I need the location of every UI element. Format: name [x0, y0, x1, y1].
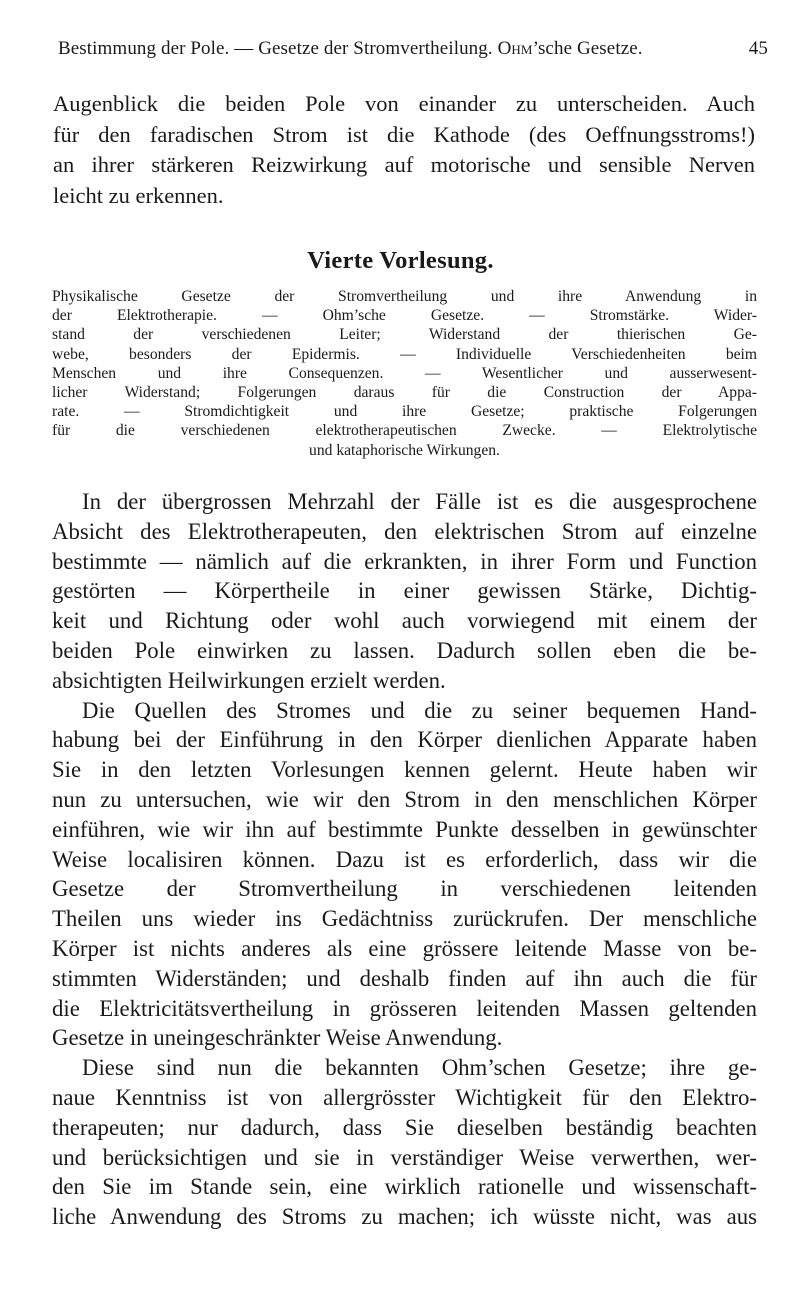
- summary-line: der Elektrotherapie. — Ohm’sche Gesetze. — Stromstärke. Wider-: [52, 307, 757, 325]
- running-title: Bestimmung der Pole. — Gesetze der Stromvertheilung. Ohm’sche Gesetze.: [58, 38, 643, 59]
- lecture-summary: [52, 287, 757, 460]
- text-line: gestörten — Körpertheile in einer gewissen Stärke, Dichtig-: [52, 578, 757, 604]
- text-line: leicht zu erkennen.: [53, 182, 224, 208]
- text-line: für den faradischen Strom ist die Kathode (des Oeffnungsstroms!): [53, 121, 755, 147]
- text-line: den Sie im Stande sein, eine wirklich rationelle und wissenschaft-: [52, 1174, 757, 1200]
- intro-paragraph: [53, 89, 755, 211]
- summary-line: Menschen und ihre Consequenzen. — Wesentlicher und ausserwesent-: [52, 364, 757, 382]
- text-line: und berücksichtigen und sie in verständiger Weise verwerthen, wer-: [52, 1144, 757, 1170]
- text-line: Sie in den letzten Vorlesungen kennen gelernt. Heute haben wir: [52, 757, 757, 783]
- text-line: Theilen uns wieder ins Gedächtniss zurückrufen. Der menschliche: [52, 906, 757, 932]
- text-line: stimmten Widerständen; und deshalb finden auf ihn auch die für: [52, 965, 757, 991]
- text-line: Die Quellen des Stromes und die zu seiner bequemen Hand-: [82, 697, 757, 723]
- text-line: therapeuten; nur dadurch, dass Sie dieselben beständig beachten: [52, 1114, 757, 1140]
- text-line: an ihrer stärkeren Reizwirkung auf motorische und sensible Nerven: [53, 152, 755, 177]
- text-line: Augenblick die beiden Pole von einander zu unterscheiden. Auch: [53, 91, 755, 116]
- text-line: habung bei der Einführung in den Körper dienlichen Apparate haben: [52, 727, 757, 753]
- summary-line: webe, besonders der Epidermis. — Individuelle Verschiedenheiten beim: [52, 345, 757, 363]
- text-line: Diese sind nun die bekannten Ohm’schen Gesetze; ihre ge-: [82, 1055, 757, 1081]
- text-line: keit und Richtung oder wohl auch vorwiegend mit einem der: [52, 608, 757, 634]
- running-head: [58, 38, 768, 60]
- text-line: die Elektricitätsvertheilung in grösseren leitenden Massen geltenden: [52, 995, 757, 1021]
- summary-line: und kataphorische Wirkungen.: [309, 441, 500, 459]
- summary-line: rate. — Stromdichtigkeit und ihre Gesetze; praktische Folgerungen: [52, 403, 757, 421]
- text-line: Körper ist nichts anderes als eine grössere leitende Masse von be-: [52, 935, 757, 961]
- text-line: einführen, wie wir ihn auf bestimmte Punkte desselben in gewünschter: [52, 816, 757, 842]
- body-text: [52, 487, 757, 1232]
- page-number: 45: [748, 38, 768, 59]
- lecture-title: Vierte Vorlesung.: [307, 247, 494, 274]
- text-line: bestimmte — nämlich auf die erkrankten, in ihrer Form und Function: [52, 548, 757, 574]
- text-line: Gesetze der Stromvertheilung in verschiedenen leitenden: [52, 876, 757, 902]
- summary-line: für die verschiedenen elektrotherapeutischen Zwecke. — Elektrolytische: [52, 422, 757, 440]
- text-line: absichtigten Heilwirkungen erzielt werden.: [52, 667, 446, 693]
- text-line: In der übergrossen Mehrzahl der Fälle ist es die ausgesprochene: [82, 489, 757, 514]
- summary-line: licher Widerstand; Folgerungen daraus für die Construction der Appa-: [52, 384, 757, 402]
- text-line: liche Anwendung des Stroms zu machen; ich wüsste nicht, was aus: [52, 1204, 757, 1230]
- text-line: Absicht des Elektrotherapeuten, den elektrischen Strom auf einzelne: [52, 518, 757, 544]
- summary-line: stand der verschiedenen Leiter; Widerstand der thierischen Ge-: [52, 326, 757, 344]
- text-line: beiden Pole einwirken zu lassen. Dadurch sollen eben die be-: [52, 637, 757, 663]
- text-line: naue Kenntniss ist von allergrösster Wichtigkeit für den Elektro-: [52, 1084, 757, 1110]
- text-line: Gesetze in uneingeschränkter Weise Anwendung.: [52, 1025, 503, 1051]
- summary-line: Physikalische Gesetze der Stromvertheilung und ihre Anwendung in: [52, 288, 757, 305]
- text-line: Weise localisiren können. Dazu ist es erforderlich, dass wir die: [52, 846, 757, 872]
- text-line: nun zu untersuchen, wie wir den Strom in den menschlichen Körper: [52, 786, 757, 812]
